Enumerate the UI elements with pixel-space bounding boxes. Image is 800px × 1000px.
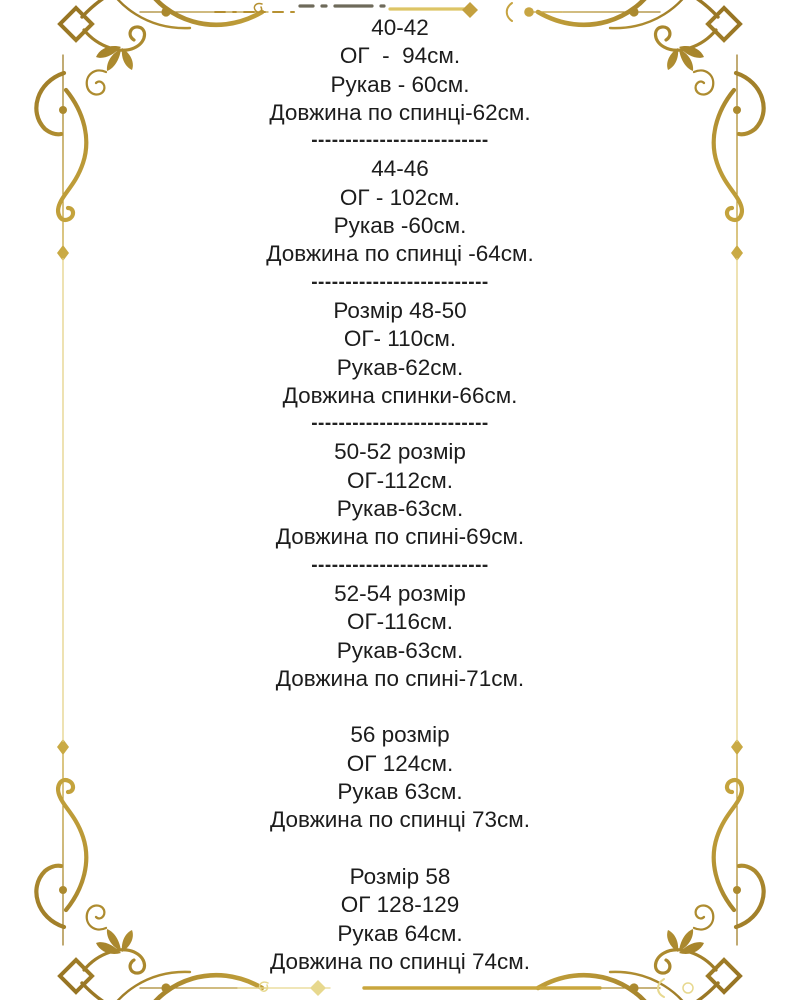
back-length-measurement: Довжина по спинці 73см. <box>269 807 531 833</box>
size-title: Розмір 48-50 <box>333 297 467 323</box>
size-block <box>0 155 800 296</box>
chest-measurement: ОГ - 94см. <box>339 43 461 69</box>
size-block <box>0 863 800 976</box>
size-block <box>0 14 800 155</box>
separator-line: -------------------------- <box>311 130 489 152</box>
chest-measurement: ОГ 124см. <box>346 750 454 776</box>
separator-line: -------------------------- <box>311 271 489 293</box>
size-title: 44-46 <box>371 156 429 182</box>
back-length-measurement: Довжина по спині-69см. <box>275 524 525 550</box>
chest-measurement: ОГ- 110см. <box>343 326 457 352</box>
back-length-measurement: Довжина по спині-71см. <box>275 665 525 691</box>
sleeve-measurement: Рукав-63см. <box>336 637 464 663</box>
separator-line: -------------------------- <box>311 554 489 576</box>
sleeve-measurement: Рукав - 60см. <box>330 71 470 97</box>
chest-measurement: ОГ - 102см. <box>339 184 461 210</box>
separator-line: -------------------------- <box>311 413 489 435</box>
sleeve-measurement: Рукав 63см. <box>337 779 463 805</box>
size-title: 50-52 розмір <box>334 439 466 465</box>
sleeve-measurement: Рукав -60см. <box>333 213 467 239</box>
chest-measurement: ОГ 128-129 <box>340 892 460 918</box>
back-length-measurement: Довжина спинки-66см. <box>282 382 518 408</box>
size-block <box>0 438 800 579</box>
size-title: Розмір 58 <box>349 863 451 889</box>
block-gap <box>0 835 800 863</box>
chest-measurement: ОГ-116см. <box>346 609 454 635</box>
size-block <box>0 580 800 721</box>
size-block <box>0 297 800 438</box>
size-title: 56 розмір <box>350 722 450 748</box>
sleeve-measurement: Рукав 64см. <box>337 920 463 946</box>
chest-measurement: ОГ-112см. <box>346 467 454 493</box>
sleeve-measurement: Рукав-63см. <box>336 496 464 522</box>
back-length-measurement: Довжина по спинці -64см. <box>266 241 534 267</box>
block-gap <box>0 693 800 721</box>
size-title: 40-42 <box>371 15 429 40</box>
size-block <box>0 721 800 862</box>
sleeve-measurement: Рукав-62см. <box>336 354 464 380</box>
back-length-measurement: Довжина по спинці-62см. <box>269 99 531 125</box>
back-length-measurement: Довжина по спинці 74см. <box>269 948 531 974</box>
size-title: 52-54 розмір <box>334 580 466 606</box>
